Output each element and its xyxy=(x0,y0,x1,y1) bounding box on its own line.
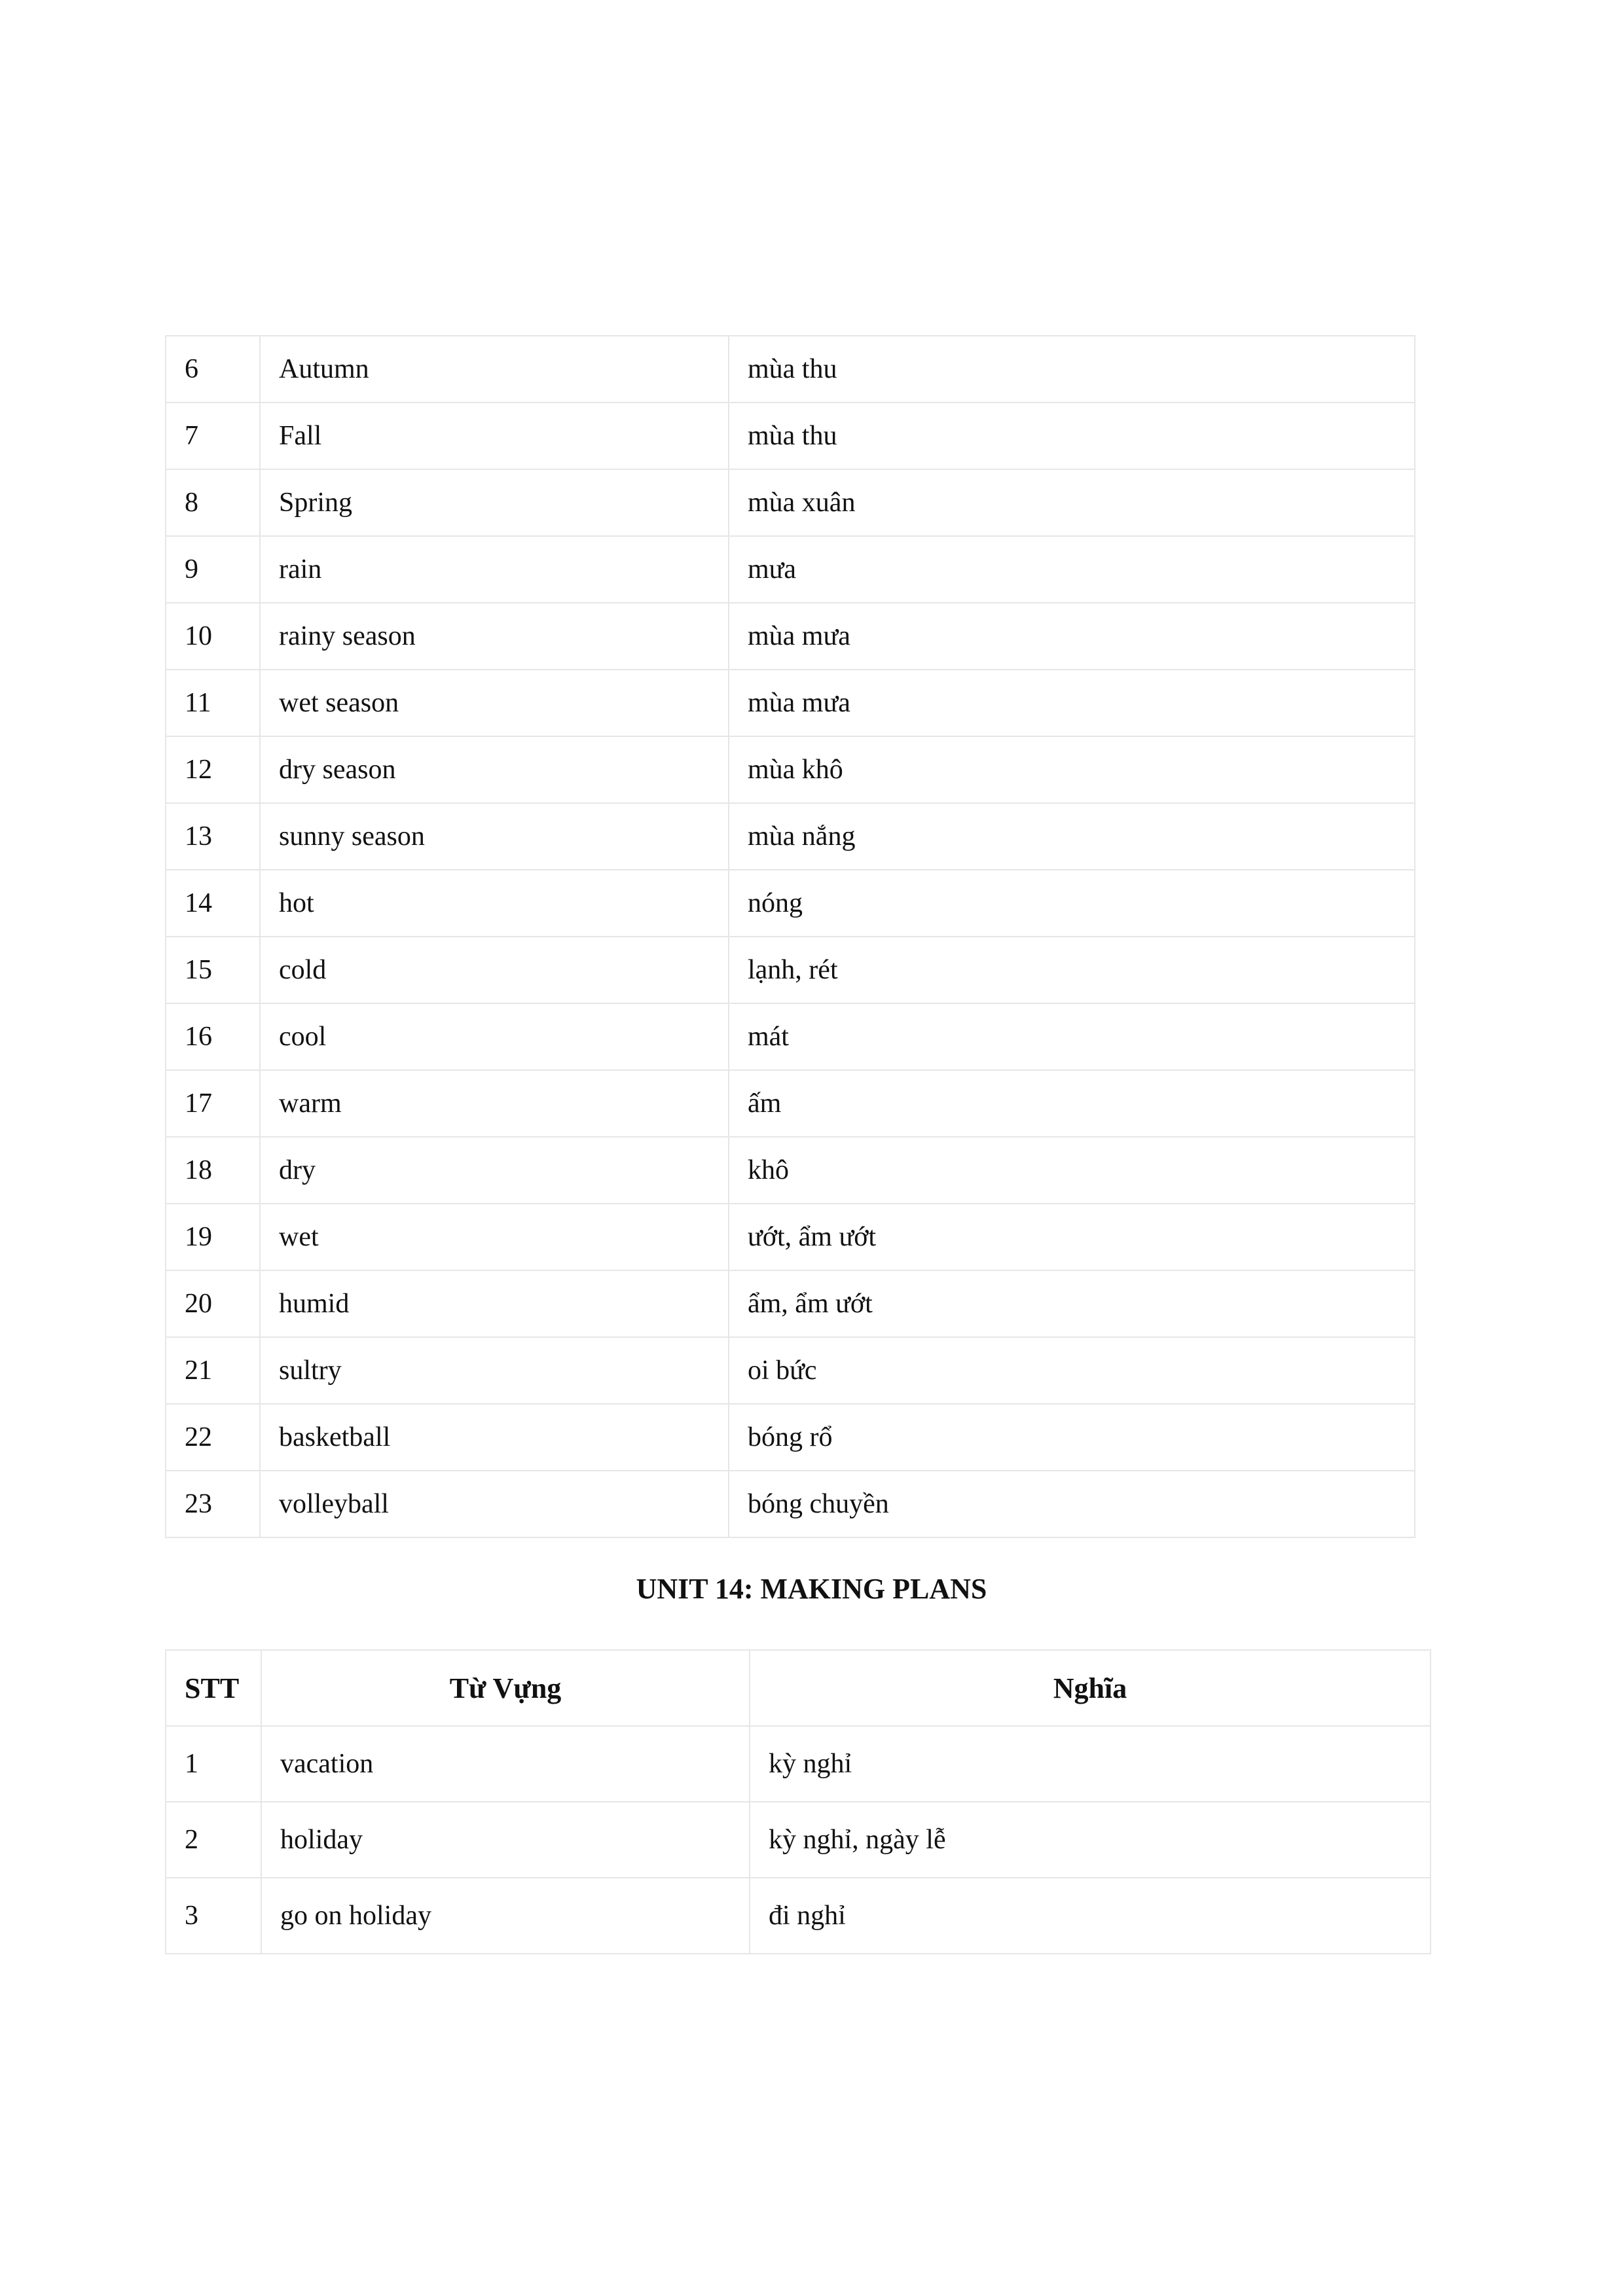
table-row xyxy=(166,1878,1431,1954)
vocab-word: vacation xyxy=(261,1726,750,1802)
table-row xyxy=(166,1337,1415,1404)
vocab-meaning: đi nghỉ xyxy=(750,1878,1431,1954)
row-number: 11 xyxy=(166,670,260,736)
row-number: 13 xyxy=(166,803,260,870)
row-number: 8 xyxy=(166,469,260,536)
vocab-table-making-plans xyxy=(165,1649,1431,1954)
vocab-word: Autumn xyxy=(260,336,729,403)
vocab-word: hot xyxy=(260,870,729,937)
row-number: 16 xyxy=(166,1003,260,1070)
row-number: 15 xyxy=(166,937,260,1003)
vocab-meaning: ướt, ẩm ướt xyxy=(729,1204,1415,1270)
table-row xyxy=(166,1726,1431,1802)
vocab-word: Spring xyxy=(260,469,729,536)
vocab-word: rainy season xyxy=(260,603,729,670)
vocab-meaning: mát xyxy=(729,1003,1415,1070)
vocab-word: holiday xyxy=(261,1802,750,1878)
table-row xyxy=(166,1003,1415,1070)
row-number: 14 xyxy=(166,870,260,937)
table-row xyxy=(166,1404,1415,1471)
unit-heading: UNIT 14: MAKING PLANS xyxy=(636,1573,987,1605)
vocab-word: humid xyxy=(260,1270,729,1337)
vocab-meaning: oi bức xyxy=(729,1337,1415,1404)
header-stt: STT xyxy=(166,1650,261,1726)
table-row xyxy=(166,736,1415,803)
vocab-word: warm xyxy=(260,1070,729,1137)
vocab-word: cold xyxy=(260,937,729,1003)
row-number: 6 xyxy=(166,336,260,403)
row-number: 20 xyxy=(166,1270,260,1337)
table-row xyxy=(166,536,1415,603)
vocab-meaning: mùa khô xyxy=(729,736,1415,803)
table-row xyxy=(166,1070,1415,1137)
table-row xyxy=(166,1270,1415,1337)
vocab-word: rain xyxy=(260,536,729,603)
vocab-meaning: nóng xyxy=(729,870,1415,937)
table-row xyxy=(166,1137,1415,1204)
row-number: 23 xyxy=(166,1471,260,1537)
row-number: 2 xyxy=(166,1802,261,1878)
vocab-meaning: mưa xyxy=(729,536,1415,603)
table-row xyxy=(166,603,1415,670)
vocab-word: Fall xyxy=(260,403,729,469)
table-row xyxy=(166,803,1415,870)
table-row xyxy=(166,1471,1415,1537)
vocab-meaning: khô xyxy=(729,1137,1415,1204)
vocab-word: wet xyxy=(260,1204,729,1270)
vocab-meaning: mùa nắng xyxy=(729,803,1415,870)
header-meaning: Nghĩa xyxy=(750,1650,1431,1726)
table-row xyxy=(166,469,1415,536)
vocab-word: cool xyxy=(260,1003,729,1070)
row-number: 3 xyxy=(166,1878,261,1954)
vocab-meaning: bóng chuyền xyxy=(729,1471,1415,1537)
vocab-meaning: mùa xuân xyxy=(729,469,1415,536)
vocab-word: wet season xyxy=(260,670,729,736)
table-row xyxy=(166,670,1415,736)
vocab-meaning: mùa mưa xyxy=(729,603,1415,670)
table-row xyxy=(166,1802,1431,1878)
row-number: 9 xyxy=(166,536,260,603)
vocab-meaning: mùa mưa xyxy=(729,670,1415,736)
row-number: 18 xyxy=(166,1137,260,1204)
vocab-meaning: ẩm, ẩm ướt xyxy=(729,1270,1415,1337)
row-number: 21 xyxy=(166,1337,260,1404)
row-number: 7 xyxy=(166,403,260,469)
vocab-meaning: kỳ nghỉ, ngày lễ xyxy=(750,1802,1431,1878)
vocab-word: volleyball xyxy=(260,1471,729,1537)
vocab-table-weather xyxy=(165,335,1415,1538)
vocab-meaning: bóng rổ xyxy=(729,1404,1415,1471)
row-number: 22 xyxy=(166,1404,260,1471)
row-number: 1 xyxy=(166,1726,261,1802)
vocab-meaning: lạnh, rét xyxy=(729,937,1415,1003)
vocab-word: sultry xyxy=(260,1337,729,1404)
vocab-word: go on holiday xyxy=(261,1878,750,1954)
header-word: Từ Vựng xyxy=(261,1650,750,1726)
vocab-meaning: mùa thu xyxy=(729,403,1415,469)
row-number: 19 xyxy=(166,1204,260,1270)
table-header-row xyxy=(166,1650,1431,1726)
row-number: 10 xyxy=(166,603,260,670)
row-number: 12 xyxy=(166,736,260,803)
row-number: 17 xyxy=(166,1070,260,1137)
vocab-meaning: ấm xyxy=(729,1070,1415,1137)
vocab-word: dry xyxy=(260,1137,729,1204)
vocab-meaning: kỳ nghỉ xyxy=(750,1726,1431,1802)
vocab-word: sunny season xyxy=(260,803,729,870)
vocab-word: dry season xyxy=(260,736,729,803)
table-row xyxy=(166,870,1415,937)
vocab-word: basketball xyxy=(260,1404,729,1471)
table-row xyxy=(166,336,1415,403)
table-row xyxy=(166,937,1415,1003)
vocab-meaning: mùa thu xyxy=(729,336,1415,403)
table-row xyxy=(166,403,1415,469)
table-row xyxy=(166,1204,1415,1270)
